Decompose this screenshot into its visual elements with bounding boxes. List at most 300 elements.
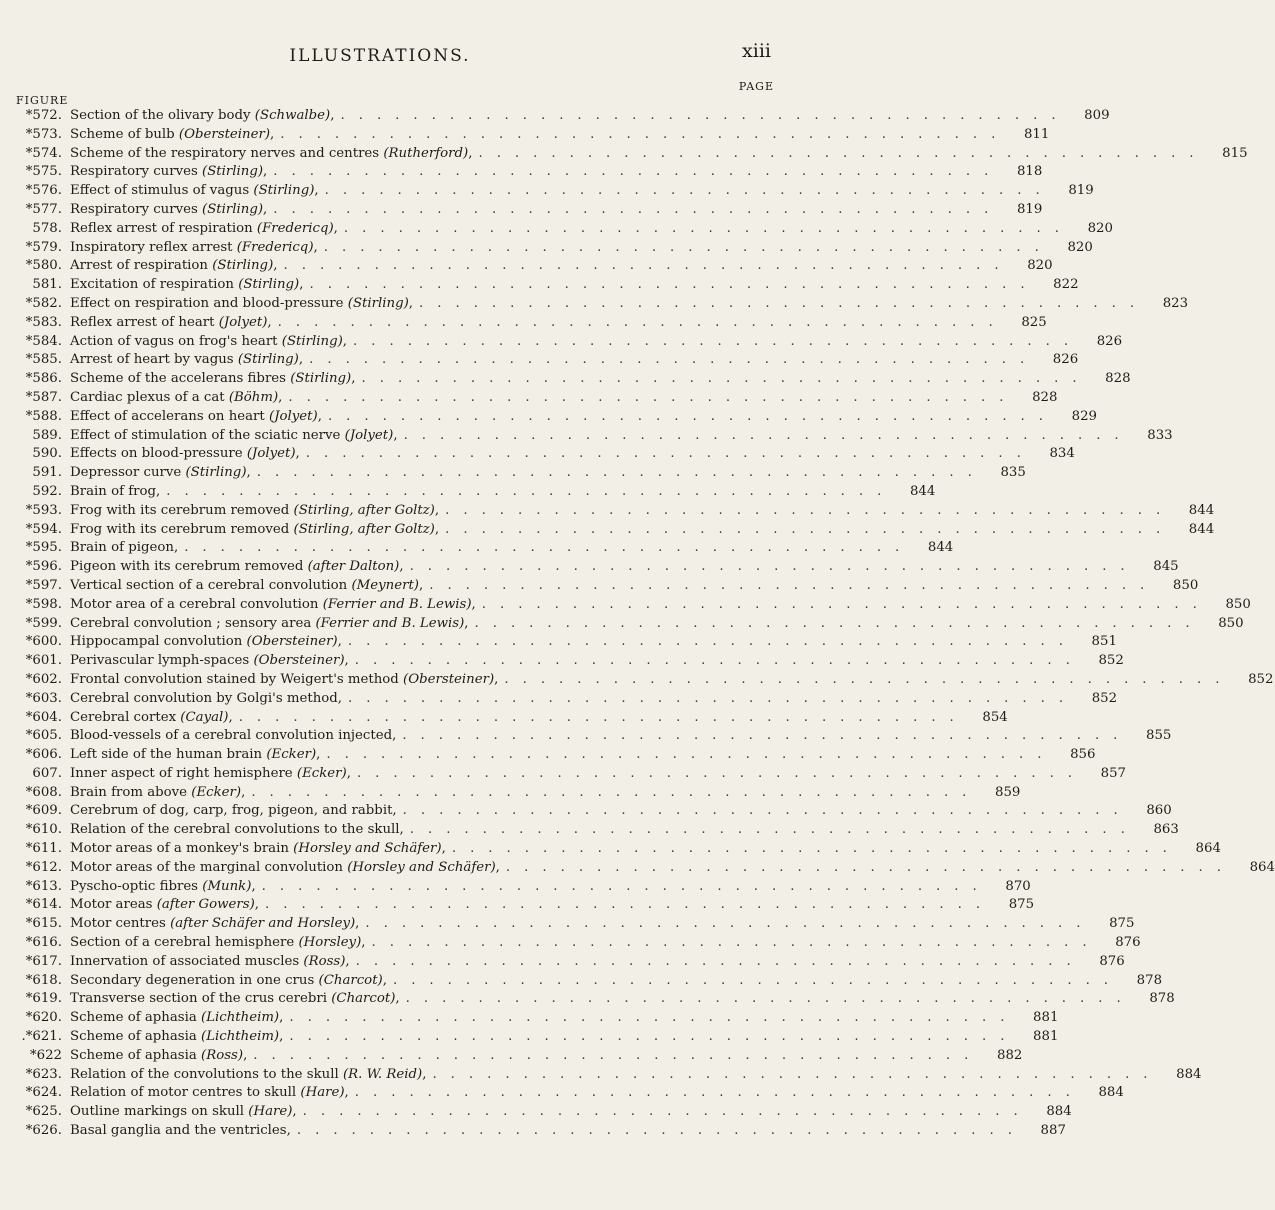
caption-punctuation: , [263,201,268,217]
caption-author: (Ross) [303,953,346,969]
figure-caption [70,690,342,709]
figure-number: .*621. [21,1029,62,1045]
page-reference: 854 [982,709,1008,725]
caption-punctuation: , [382,972,387,988]
caption-author: (Stirling, after Goltz) [293,521,435,537]
figure-caption [70,558,404,577]
caption-text: Excitation of respiration [70,277,239,293]
dot-leader: ........................................ [419,295,1149,311]
caption-punctuation: , [355,916,360,932]
caption-text: Outline markings on skull [70,1104,249,1120]
figure-number: *604. [25,709,62,725]
caption-punctuation: , [279,1029,284,1045]
dot-leader: ........................................ [429,577,1159,593]
figure-number: *580. [25,258,62,274]
caption-text: Respiratory curves [70,201,202,217]
caption-text: Innervation of associated muscles [70,953,304,969]
caption-author: (Hare) [300,1085,345,1101]
caption-author: (Ecker) [266,747,317,763]
caption-text: Frontal convolution stained by Weigert's method [70,671,404,687]
figure-number: *586. [25,371,62,387]
figure-number: 581. [32,277,62,293]
dot-leader: ........................................ [392,972,1123,988]
list-item [14,521,1215,540]
caption-author: (Stirling) [290,371,352,387]
list-item [14,239,1093,258]
caption-punctuation: , [345,953,350,969]
caption-author: (Horsley and Schäfer) [293,841,442,857]
list-item [14,389,1058,408]
page-reference: 876 [1115,935,1141,951]
figure-number: 607. [32,765,62,781]
page-reference: 828 [1105,371,1131,387]
caption-author: (Stirling) [347,295,409,311]
caption-author: (Schwalbe) [254,108,331,123]
page-reference: 844 [1188,502,1215,518]
caption-author: (Lichtheim) [201,1010,280,1026]
page-reference: 864 [1249,859,1275,875]
figure-caption [70,840,446,859]
figure-caption [70,220,338,239]
dot-leader: ........................................ [445,502,1175,518]
list-item [14,953,1125,972]
figure-caption [70,990,400,1009]
list-item [14,126,1050,145]
caption-text: Cerebral convolution by Golgi's method, [70,690,343,706]
caption-text: Inner aspect of right hemisphere [70,765,297,781]
figure-caption [70,314,272,333]
page-reference: 884 [1098,1085,1124,1101]
caption-punctuation: , [351,371,356,387]
list-item [14,596,1251,615]
figure-caption [70,934,366,953]
dot-leader: ........................................ [405,991,1135,1007]
page-reference: 882 [996,1047,1023,1063]
caption-text: Scheme of the accelerans fibres [70,371,291,387]
caption-author: (Charcot) [331,991,396,1007]
dot-leader: ........................................ [356,765,1087,781]
caption-punctuation: , [342,333,348,349]
caption-punctuation: , [317,408,322,424]
caption-punctuation: , [313,239,318,255]
caption-punctuation: , [434,521,440,537]
dot-leader: ........................................ [238,709,968,725]
dot-leader: ........................................ [305,446,1035,462]
figure-caption [70,1103,297,1122]
page-reference: 881 [1033,1029,1059,1045]
caption-punctuation: , [422,1066,427,1082]
caption-author: (Stirling) [185,465,247,481]
dot-leader: ........................................ [409,559,1139,575]
dot-leader: ........................................ [184,540,914,556]
caption-punctuation: , [344,1085,349,1101]
list-item [14,896,1035,915]
page-reference: 844 [1188,521,1215,537]
page-reference: 819 [1016,201,1043,217]
figure-number: *605. [25,728,62,744]
figure-number: *625. [25,1104,62,1120]
caption-punctuation: , [270,126,275,142]
page-number: xiii [742,40,771,62]
page-reference: 855 [1146,728,1172,744]
list-item [14,1066,1202,1085]
caption-author: (Cayal) [180,709,229,725]
page-reference: 870 [1005,878,1031,894]
caption-punctuation: , [361,935,366,951]
caption-punctuation: , [471,596,476,612]
figure-caption [70,145,472,164]
caption-punctuation: , [344,653,349,669]
list-item [14,558,1179,577]
figure-number: *600. [25,634,62,650]
caption-punctuation: , [279,1010,284,1026]
dot-leader: ........................................ [256,465,986,481]
list-item [14,107,1110,126]
page-reference: 863 [1153,822,1179,838]
page-reference: 820 [1067,239,1093,255]
figure-caption [70,182,319,201]
figure-caption [70,126,274,145]
caption-text: Motor areas [70,897,157,913]
caption-author: (Obersteiner) [178,126,271,142]
figure-caption [70,784,245,803]
caption-author: (Stirling) [202,164,264,180]
list-item [14,1103,1072,1122]
figure-number: 589. [32,427,62,443]
caption-punctuation: , [408,295,414,311]
dot-leader: ........................................ [327,408,1058,424]
caption-text: Brain from above [70,784,192,800]
caption-author: (Lichtheim) [201,1029,280,1045]
figure-caption [70,257,278,276]
list-item [14,990,1175,1009]
figure-caption [70,1009,283,1028]
page-reference: 878 [1149,991,1175,1007]
page-reference: 844 [909,483,936,499]
caption-text: Frog with its cerebrum removed [70,521,294,537]
page-title: ILLUSTRATIONS. [289,46,471,66]
figure-number: *615. [25,916,62,932]
caption-author: (Jolyet) [218,314,268,330]
caption-text: Motor centres [70,916,171,932]
caption-text: Arrest of heart by vagus [70,352,238,368]
dot-leader: ........................................ [474,615,1204,631]
caption-text: Section of the olivary body [70,108,255,123]
caption-punctuation: , [337,634,342,650]
dot-leader: ........................................ [265,897,995,913]
caption-author: (Munk) [202,878,252,894]
figure-caption [70,859,500,878]
caption-punctuation: , [468,145,473,161]
dot-leader: ........................................ [288,389,1018,405]
figure-caption [70,163,267,182]
dot-leader: ........................................ [280,126,1010,142]
dot-leader: ........................................ [354,653,1084,669]
dot-leader: ........................................ [361,371,1091,387]
list-item [14,445,1075,464]
list-item [14,333,1123,352]
caption-author: (Jolyet) [344,427,394,443]
caption-punctuation: , [241,784,246,800]
figure-number: 592. [32,483,62,499]
dot-leader: ........................................ [283,258,1013,274]
dot-leader: ........................................ [324,183,1054,199]
dot-leader: ........................................ [261,878,991,894]
dot-leader: ........................................ [354,1085,1084,1101]
dot-leader: ........................................ [347,634,1077,650]
caption-author: (Obersteiner) [246,634,338,650]
caption-author: (Horsley and Schäfer) [347,859,496,875]
list-item [14,182,1094,201]
dot-leader: ........................................ [505,859,1235,875]
caption-punctuation: , [333,220,338,236]
figure-caption [70,727,396,746]
caption-punctuation: , [298,352,304,368]
figure-caption [70,201,267,220]
page-reference: 857 [1100,765,1127,781]
list-item [14,1028,1059,1047]
caption-text: Section of a cerebral hemisphere [70,935,299,951]
list-item [14,671,1274,690]
figure-number: 591. [32,465,62,481]
figure-number: 578. [32,220,62,236]
list-item [14,1047,1023,1066]
figure-caption [70,239,318,258]
caption-author: (Hare) [248,1104,293,1120]
caption-punctuation: , [314,183,319,199]
dot-leader: ........................................ [478,145,1208,161]
figure-number: *606. [25,747,62,763]
figure-number: *593. [25,502,62,518]
list-item [14,652,1124,671]
dot-leader: ........................................ [340,108,1070,123]
caption-punctuation: , [292,1104,297,1120]
figure-number: *575. [25,164,62,180]
figure-caption [70,464,251,483]
figure-number: *619. [25,991,62,1007]
caption-punctuation: , [393,427,398,443]
figure-number: *583. [25,314,62,330]
figure-caption [70,746,320,765]
caption-author: (Stirling) [202,201,264,217]
page-reference: 864 [1195,841,1221,857]
page-reference: 844 [927,540,954,556]
dot-leader: ........................................ [289,1029,1019,1045]
dot-leader: ........................................ [166,483,896,499]
page-reference: 818 [1016,164,1043,180]
figure-caption [70,972,387,991]
list-item [14,502,1215,521]
dot-leader: ........................................ [302,1104,1032,1120]
caption-text: Motor area of a cerebral convolution [70,596,323,612]
figure-caption [70,709,233,728]
caption-punctuation: , [295,446,300,462]
figure-number: *612. [25,859,62,875]
figure-caption [70,521,439,540]
page-reference: 876 [1099,953,1125,969]
page-reference: 834 [1049,446,1075,462]
list-item [14,878,1031,897]
dot-leader: ........................................ [504,671,1234,687]
dot-leader: ........................................ [309,277,1039,293]
page-reference: 826 [1096,333,1123,349]
caption-author: (after Dalton) [307,559,400,575]
caption-text: Perivascular lymph-spaces [70,653,254,669]
caption-text: Pyscho-optic fibres [70,878,203,894]
list-item [14,483,936,502]
figure-number: *609. [25,803,62,819]
page-reference: 852 [1091,690,1118,706]
figure-caption [70,802,397,821]
list-item [14,746,1096,765]
caption-text: Inspiratory reflex arrest [70,239,237,255]
figure-caption [70,295,413,314]
figure-caption [70,615,469,634]
figure-caption [70,1047,247,1066]
dot-leader: ........................................ [365,916,1095,932]
caption-author: (after Gowers) [156,897,255,913]
figure-caption [70,765,351,784]
caption-text: Relation of the cerebral convolutions to the skull, [70,822,404,838]
list-item [14,295,1189,314]
figure-caption [70,1066,426,1085]
list-item [14,915,1135,934]
caption-text: Effects on blood-pressure [70,446,247,462]
caption-author: (Stirling, after Goltz) [293,502,435,518]
dot-leader: ........................................ [355,953,1085,969]
list-item [14,727,1172,746]
dot-leader: ........................................ [402,728,1132,744]
figure-number: *585. [25,352,62,368]
list-item [14,709,1008,728]
page-reference: 856 [1070,747,1096,763]
figure-caption [70,633,342,652]
list-item [14,802,1172,821]
dot-leader: ........................................ [326,747,1056,763]
figure-number: *618. [25,972,62,988]
caption-text: Effect of stimulus of vagus [70,183,254,199]
caption-punctuation: , [243,1047,248,1063]
list-item [14,351,1079,370]
page-reference: 820 [1027,258,1053,274]
caption-text: Cardiac plexus of a cat [70,389,229,405]
page-reference: 875 [1008,897,1035,913]
list-item [14,821,1179,840]
figure-caption [70,1122,291,1141]
figure-caption [70,596,476,615]
figure-number: *622 [29,1047,62,1063]
caption-text: Reflex arrest of heart [70,314,219,330]
page-reference: 851 [1091,634,1117,650]
figure-number: *617. [25,953,62,969]
list-item [14,934,1141,953]
dot-leader: ........................................ [296,1123,1026,1139]
dot-leader: ........................................ [343,220,1073,236]
list-item [14,370,1131,389]
caption-text: Pigeon with its cerebrum removed [70,559,308,575]
figure-caption [70,389,282,408]
figure-caption [70,351,303,370]
page-reference: 845 [1153,559,1179,575]
figure-number: 590. [32,446,62,462]
page-column-header: PAGE [738,80,774,93]
caption-author: (Fredericq) [236,239,314,255]
caption-text: Brain of frog, [70,483,161,499]
page-reference: 884 [1176,1066,1202,1082]
list-item [14,314,1047,333]
figure-caption [70,333,347,352]
figure-caption [70,953,350,972]
figure-number: *620. [25,1010,62,1026]
caption-text: Cerebrum of dog, carp, frog, pigeon, and rabbit, [70,803,397,819]
list-item [14,784,1021,803]
dot-leader: ........................................ [309,352,1039,368]
figure-caption [70,502,439,521]
figure-number: *610. [25,822,62,838]
caption-text: Hippocampal convolution [70,634,247,650]
caption-author: (Stirling) [212,258,274,274]
page-reference: 833 [1147,427,1173,443]
caption-punctuation: , [254,897,259,913]
figure-caption [70,821,404,840]
figure-caption [70,483,160,502]
caption-punctuation: , [441,841,446,857]
figure-number: *613. [25,878,62,894]
figure-caption [70,427,398,446]
figure-caption [70,896,259,915]
dot-leader: ........................................ [402,803,1132,819]
figure-number: *603. [25,690,62,706]
dot-leader: ........................................ [277,314,1007,330]
list-item [14,859,1275,878]
caption-author: (Horsley) [298,935,362,951]
caption-punctuation: , [346,765,351,781]
list-item [14,1122,1066,1141]
caption-author: (Ross) [201,1047,244,1063]
caption-author: (Meynert) [351,577,419,593]
page-reference: 825 [1021,314,1047,330]
figure-number: *584. [25,333,62,349]
figure-number: *602. [25,671,62,687]
figure-caption [70,1028,283,1047]
list-item [14,220,1113,239]
page-reference: 819 [1068,183,1094,199]
caption-punctuation: , [278,389,283,405]
caption-text: Scheme of aphasia [70,1047,202,1063]
caption-text: Effect on respiration and blood-pressure [70,295,348,311]
caption-text: Respiratory curves [70,164,202,180]
figure-number: *601. [25,653,62,669]
caption-text: Blood-vessels of a cerebral convolution injected, [70,728,397,744]
dot-leader: ........................................ [251,784,981,800]
figure-caption [70,408,322,427]
list-item [14,257,1053,276]
caption-author: (Jolyet) [269,408,318,424]
caption-text: Brain of pigeon, [70,540,179,556]
page-reference: 828 [1032,389,1058,405]
caption-punctuation: , [399,559,404,575]
figure-number: *587. [25,389,62,405]
figure-caption [70,652,349,671]
figure-number: *614. [25,897,62,913]
figure-caption [70,370,355,389]
caption-punctuation: , [228,709,233,725]
figure-caption [70,671,498,690]
page-reference: 881 [1033,1010,1059,1026]
page-reference: 884 [1046,1104,1072,1120]
figure-number: *596. [25,559,62,575]
figure-caption [70,1084,349,1103]
